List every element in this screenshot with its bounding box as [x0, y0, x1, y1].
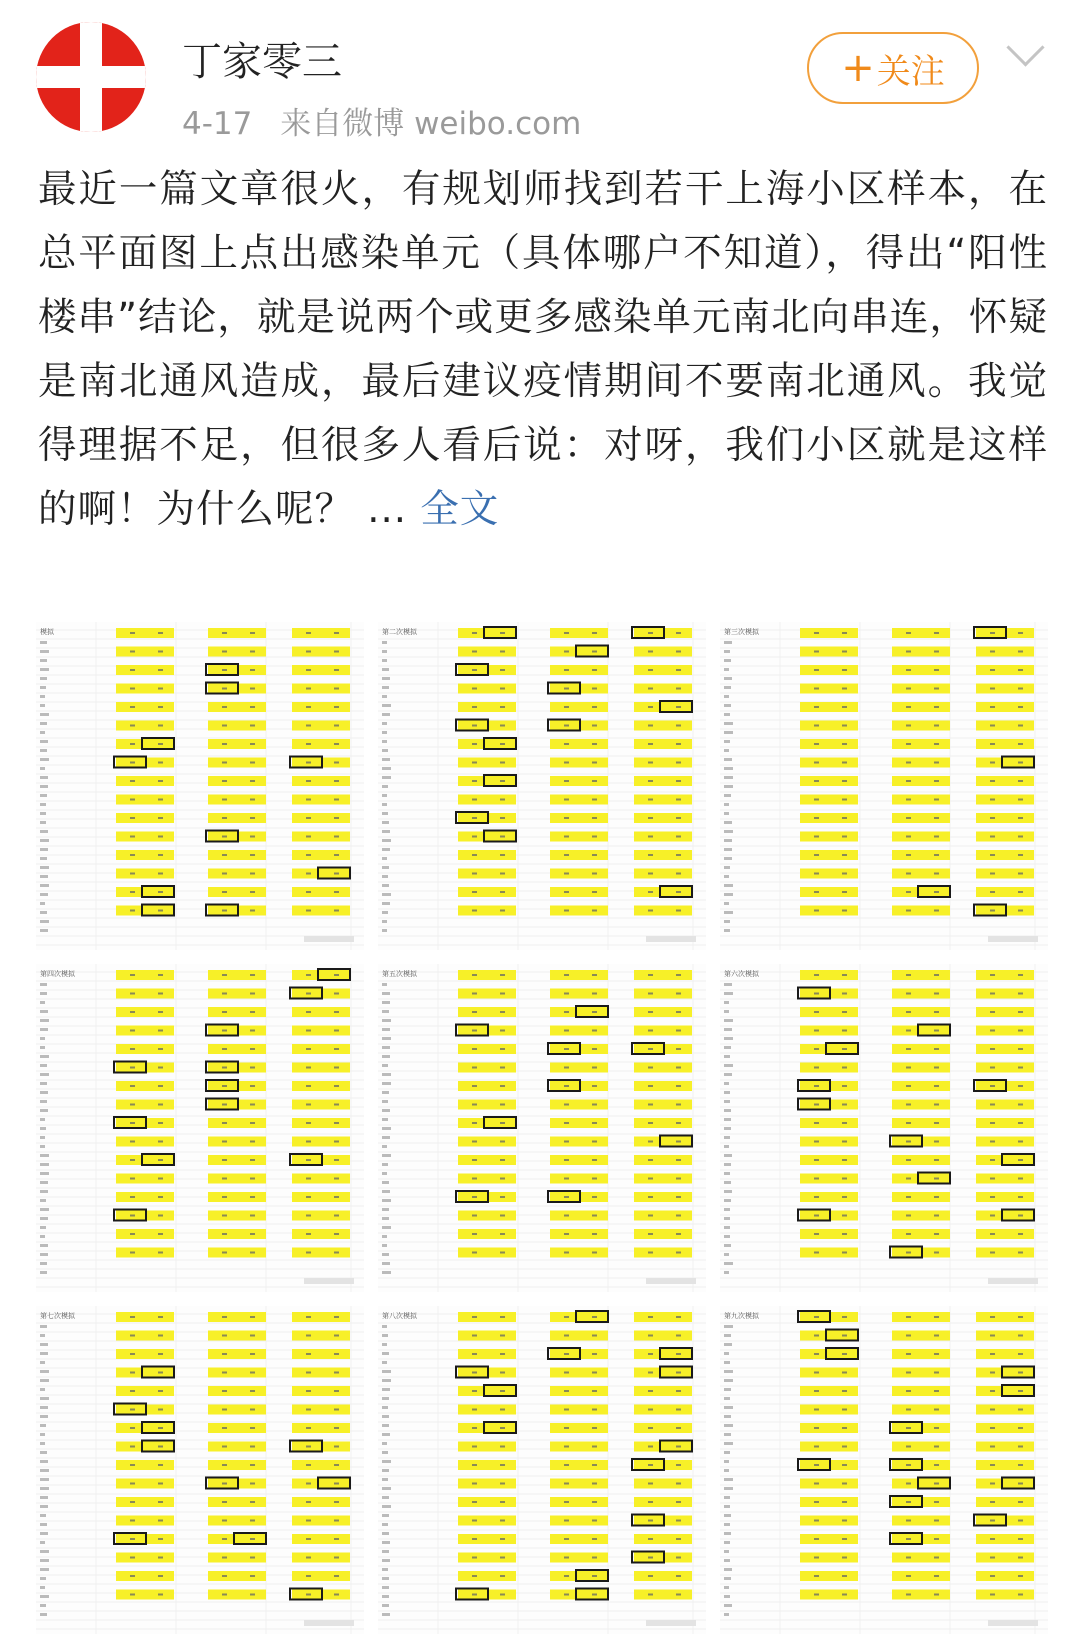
spreadsheet-thumbnail — [378, 622, 706, 950]
watermark — [988, 1620, 1038, 1626]
spreadsheet-thumbnail — [36, 622, 364, 950]
image-title: 模拟 — [40, 628, 54, 636]
follow-button[interactable] — [807, 32, 979, 104]
post-image-1[interactable] — [36, 622, 364, 950]
plus-icon: + — [841, 45, 875, 91]
watermark — [646, 936, 696, 942]
watermark — [304, 1278, 354, 1284]
post-text — [38, 158, 1048, 542]
post-image-4[interactable] — [36, 964, 364, 1292]
spreadsheet-thumbnail — [36, 1306, 364, 1634]
post-image-7[interactable] — [36, 1306, 364, 1634]
watermark — [304, 936, 354, 942]
image-title: 第二次模拟 — [382, 628, 417, 636]
spreadsheet-thumbnail — [720, 622, 1048, 950]
image-title: 第七次模拟 — [40, 1312, 75, 1320]
image-title: 第八次模拟 — [382, 1312, 417, 1320]
chevron-down-icon[interactable] — [1006, 28, 1044, 66]
post-meta — [182, 98, 581, 143]
author-name[interactable]: 丁家零三 — [182, 39, 342, 85]
post-source: 来自微博 weibo.com — [280, 106, 582, 142]
post-image-2[interactable] — [378, 622, 706, 950]
spreadsheet-thumbnail — [720, 1306, 1048, 1634]
watermark — [646, 1620, 696, 1626]
spreadsheet-thumbnail — [378, 964, 706, 1292]
post-image-5[interactable] — [378, 964, 706, 1292]
image-title: 第三次模拟 — [724, 628, 759, 636]
watermark — [988, 936, 1038, 942]
spreadsheet-thumbnail — [720, 964, 1048, 1292]
post-body: 最近一篇文章很火，有规划师找到若干上海小区样本，在总平面图上点出感染单元（具体哪户不知道），得出“阳性楼串”结论，就是说两个或更多感染单元南北向串连，怀疑是南北通风造成，最后建议疫情期间不要南北通风。我觉得理据不足，但很多人看后说：对呀，我们小区就是这样的啊！为什么呢？ ... — [38, 167, 1048, 532]
expand-full-text-link[interactable]: 全文 — [420, 487, 500, 532]
post-image-6[interactable] — [720, 964, 1048, 1292]
author-avatar[interactable] — [36, 22, 146, 132]
avatar-cross-stem — [80, 22, 102, 132]
spreadsheet-thumbnail — [36, 964, 364, 1292]
image-title: 第六次模拟 — [724, 970, 759, 978]
follow-label: 关注 — [876, 51, 945, 92]
watermark — [988, 1278, 1038, 1284]
image-grid — [36, 622, 1048, 1634]
image-title: 第九次模拟 — [724, 1312, 759, 1320]
watermark — [646, 1278, 696, 1284]
image-title: 第五次模拟 — [382, 970, 417, 978]
image-title: 第四次模拟 — [40, 970, 75, 978]
post-image-9[interactable] — [720, 1306, 1048, 1634]
watermark — [304, 1620, 354, 1626]
post-image-3[interactable] — [720, 622, 1048, 950]
post-date: 4-17 — [182, 106, 253, 142]
post-image-8[interactable] — [378, 1306, 706, 1634]
spreadsheet-thumbnail — [378, 1306, 706, 1634]
